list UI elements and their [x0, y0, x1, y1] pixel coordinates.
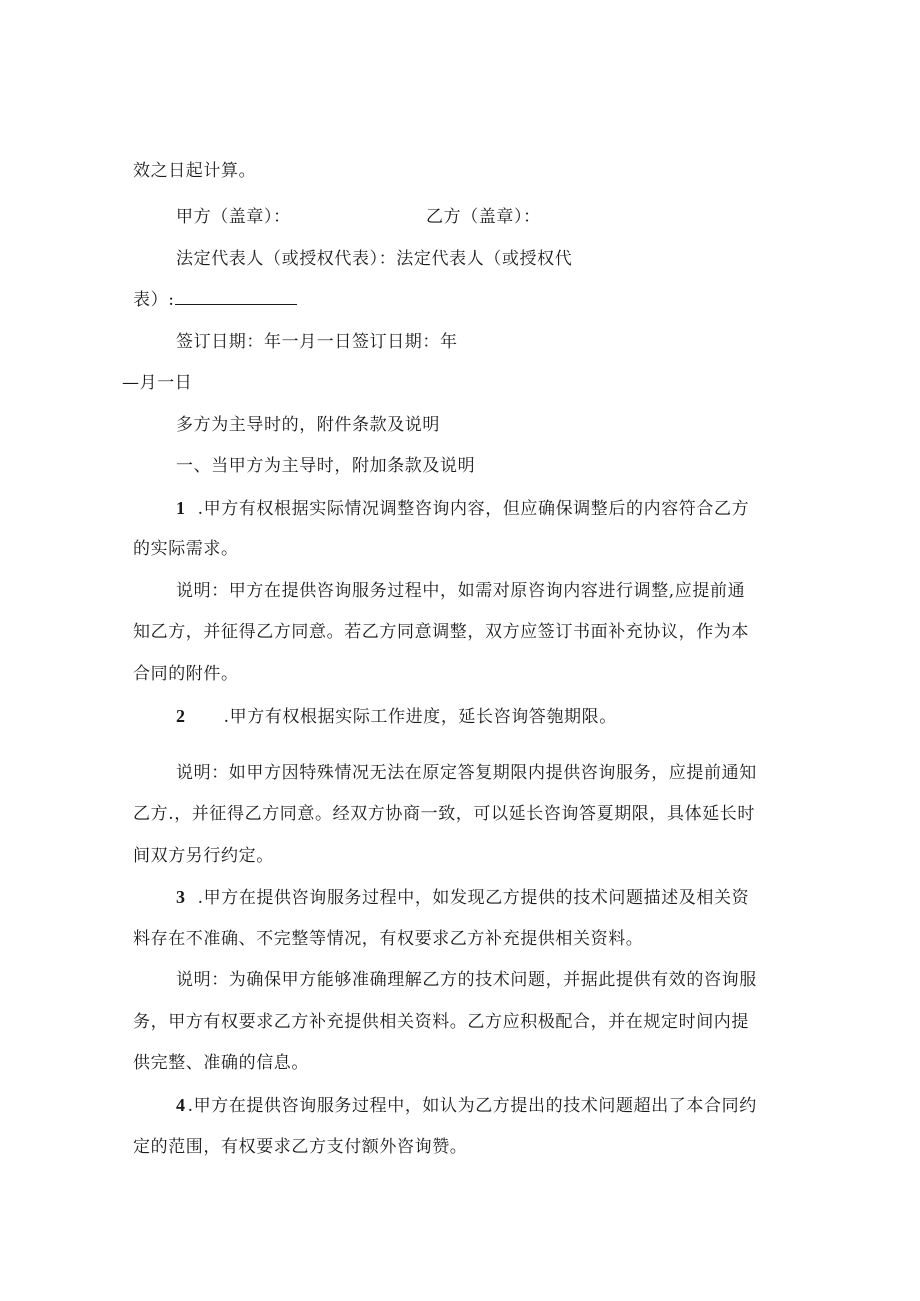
clause-number: 1	[176, 498, 186, 518]
clause-text: .甲方在提供咨询服务过程中，如发现乙方提供的技术问题描述及相关资	[197, 888, 750, 908]
clause-number: 4	[176, 1095, 186, 1115]
clause-4	[176, 1094, 757, 1117]
clause-number: 3	[176, 887, 186, 907]
clause-3	[176, 886, 749, 909]
text-line: 说明：甲方在提供咨询服务过程中，如需对原咨询内容进行调整,应提前通	[176, 581, 746, 601]
clause-number: 2	[176, 706, 186, 726]
section-heading: 多方为主导时的，附件条款及说明	[176, 415, 440, 435]
blank-underline	[175, 289, 297, 305]
clause-2	[176, 705, 617, 728]
text-line: 知乙方，并征得乙方同意。若乙方同意调整，双方应签订书面补充协议，作为本	[133, 622, 749, 642]
signing-date-line: 签订日期：年一月一日签订日期：年	[176, 332, 458, 352]
party-a-seal-label: 甲方（盖章）：	[176, 207, 291, 227]
text-line: 供完整、准确的信息。	[133, 1053, 309, 1073]
text-line: 乙方.，并征得乙方同意。经双方协商一致，可以延长咨询答夏期限，具体延长时	[133, 804, 756, 824]
party-b-seal-label: 乙方（盖章）：	[426, 207, 541, 227]
text-line: 说明：如甲方因特殊情况无法在原定答复期限内提供咨询服务，应提前通知	[176, 763, 757, 783]
text-line: 间双方另行约定。	[133, 846, 274, 866]
text-segment: 表）:	[133, 290, 175, 310]
text-line: 效之日起计算。	[133, 161, 257, 181]
legal-representative-line: 法定代表人（或授权代表）：法定代表人（或授权代	[176, 249, 573, 269]
clause-text: .甲方有权根据实际情况调整咨询内容，但应确保调整后的内容符合乙方	[197, 499, 750, 519]
text-line: 合同的附件。	[133, 664, 239, 684]
clause-1	[176, 497, 749, 520]
legal-representative-continuation	[133, 289, 297, 311]
subsection-heading: 一、当甲方为主导时，附加条款及说明	[176, 456, 476, 476]
clause-text: .甲方在提供咨询服务过程中，如认为乙方提出的技术问题超出了本合同约	[187, 1096, 757, 1116]
signing-date-continuation: —月一日	[122, 373, 193, 393]
clause-text: .甲方有权根据实际工作进度，延长咨询答匏期限。	[223, 707, 617, 727]
text-line: 说明：为确保甲方能够准确理解乙方的技术问题，并据此提供有效的咨询服	[176, 970, 757, 990]
text-line: 务，甲方有权要求乙方补充提供相关资料。乙方应积极配合，并在规定时间内提	[133, 1012, 749, 1032]
text-line: 料存在不准确、不完整等情况，有权要求乙方补充提供相关资料。	[133, 929, 644, 949]
text-line: 的实际需求。	[133, 539, 239, 559]
text-line: 定的范围，有权要求乙方支付额外咨询赞。	[133, 1137, 468, 1157]
